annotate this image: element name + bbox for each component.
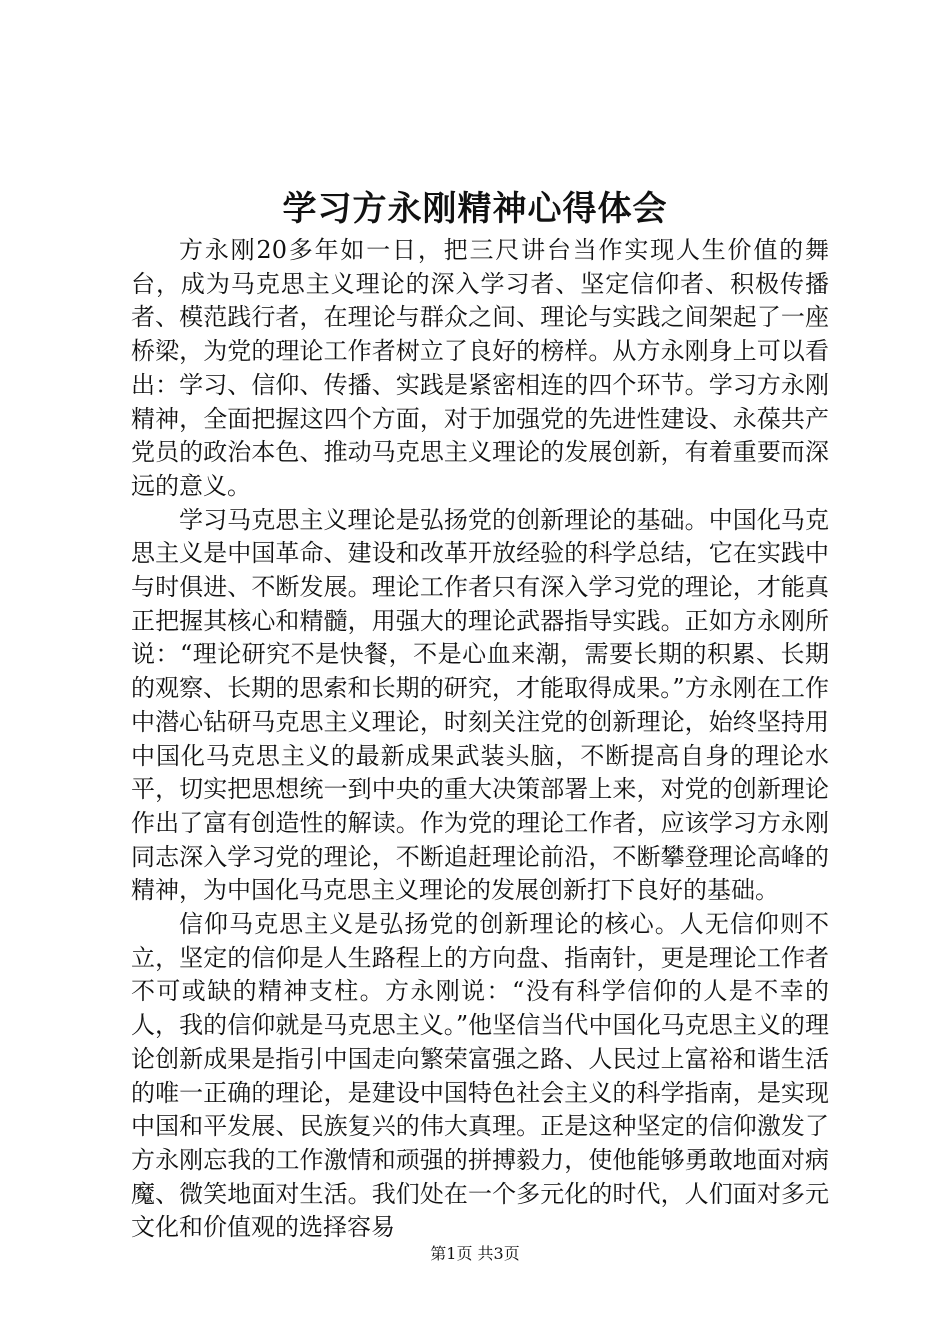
page-footer: 第1页 共3页 <box>430 1244 520 1263</box>
paragraph-1: 方永刚20多年如一日，把三尺讲台当作实现人生价值的舞台，成为马克思主义理论的深入学习者、坚定信仰者、积极传播者、模范践行者，在理论与群众之间、理论与实践之间架起了一座桥梁，为党的理论工作者树立了良好的榜样。从方永刚身上可以看出：学习、信仰、传播、实践是紧密相连的四个环节。学习方永刚精神，全面把握这四个方面，对于加强党的先进性建设、永葆共产党员的政治本色、推动马克思主义理论的发展创新，有着重要而深远的意义。 <box>131 236 829 500</box>
paragraph-3: 信仰马克思主义是弘扬党的创新理论的核心。人无信仰则不立，坚定的信仰是人生路程上的方向盘、指南针，更是理论工作者不可或缺的精神支柱。方永刚说：“没有科学信仰的人是不幸的人，我的信仰就是马克思主义。”他坚信当代中国化马克思主义的理论创新成果是指引中国走向繁荣富强之路、人民过上富裕和谐生活的唯一正确的理论，是建设中国特色社会主义的科学指南，是实现中国和平发展、民族复兴的伟大真理。正是这种坚定的信仰激发了方永刚忘我的工作激情和顽强的拼搏毅力，使他能够勇敢地面对病魔、微笑地面对生活。我们处在一个多元化的时代，人们面对多元文化和价值观的选择容易 <box>131 910 829 1242</box>
document-title: 学习方永刚精神心得体会 <box>282 189 668 229</box>
paragraph-2: 学习马克思主义理论是弘扬党的创新理论的基础。中国化马克思主义是中国革命、建设和改革开放经验的科学总结，它在实践中与时俱进、不断发展。理论工作者只有深入学习党的理论，才能真正把握其核心和精髓，用强大的理论武器指导实践。正如方永刚所说：“理论研究不是快餐，不是心血来潮，需要长期的积累、长期的观察、长期的思索和长期的研究，才能取得成果。”方永刚在工作中潜心钻研马克思主义理论，时刻关注党的创新理论，始终坚持用中国化马克思主义的最新成果武装头脑，不断提高自身的理论水平，切实把思想统一到中央的重大决策部署上来，对党的创新理论作出了富有创造性的解读。作为党的理论工作者，应该学习方永刚同志深入学习党的理论，不断追赶理论前沿，不断攀登理论高峰的精神，为中国化马克思主义理论的发展创新打下良好的基础。 <box>131 505 829 905</box>
document-body <box>131 234 829 1245</box>
